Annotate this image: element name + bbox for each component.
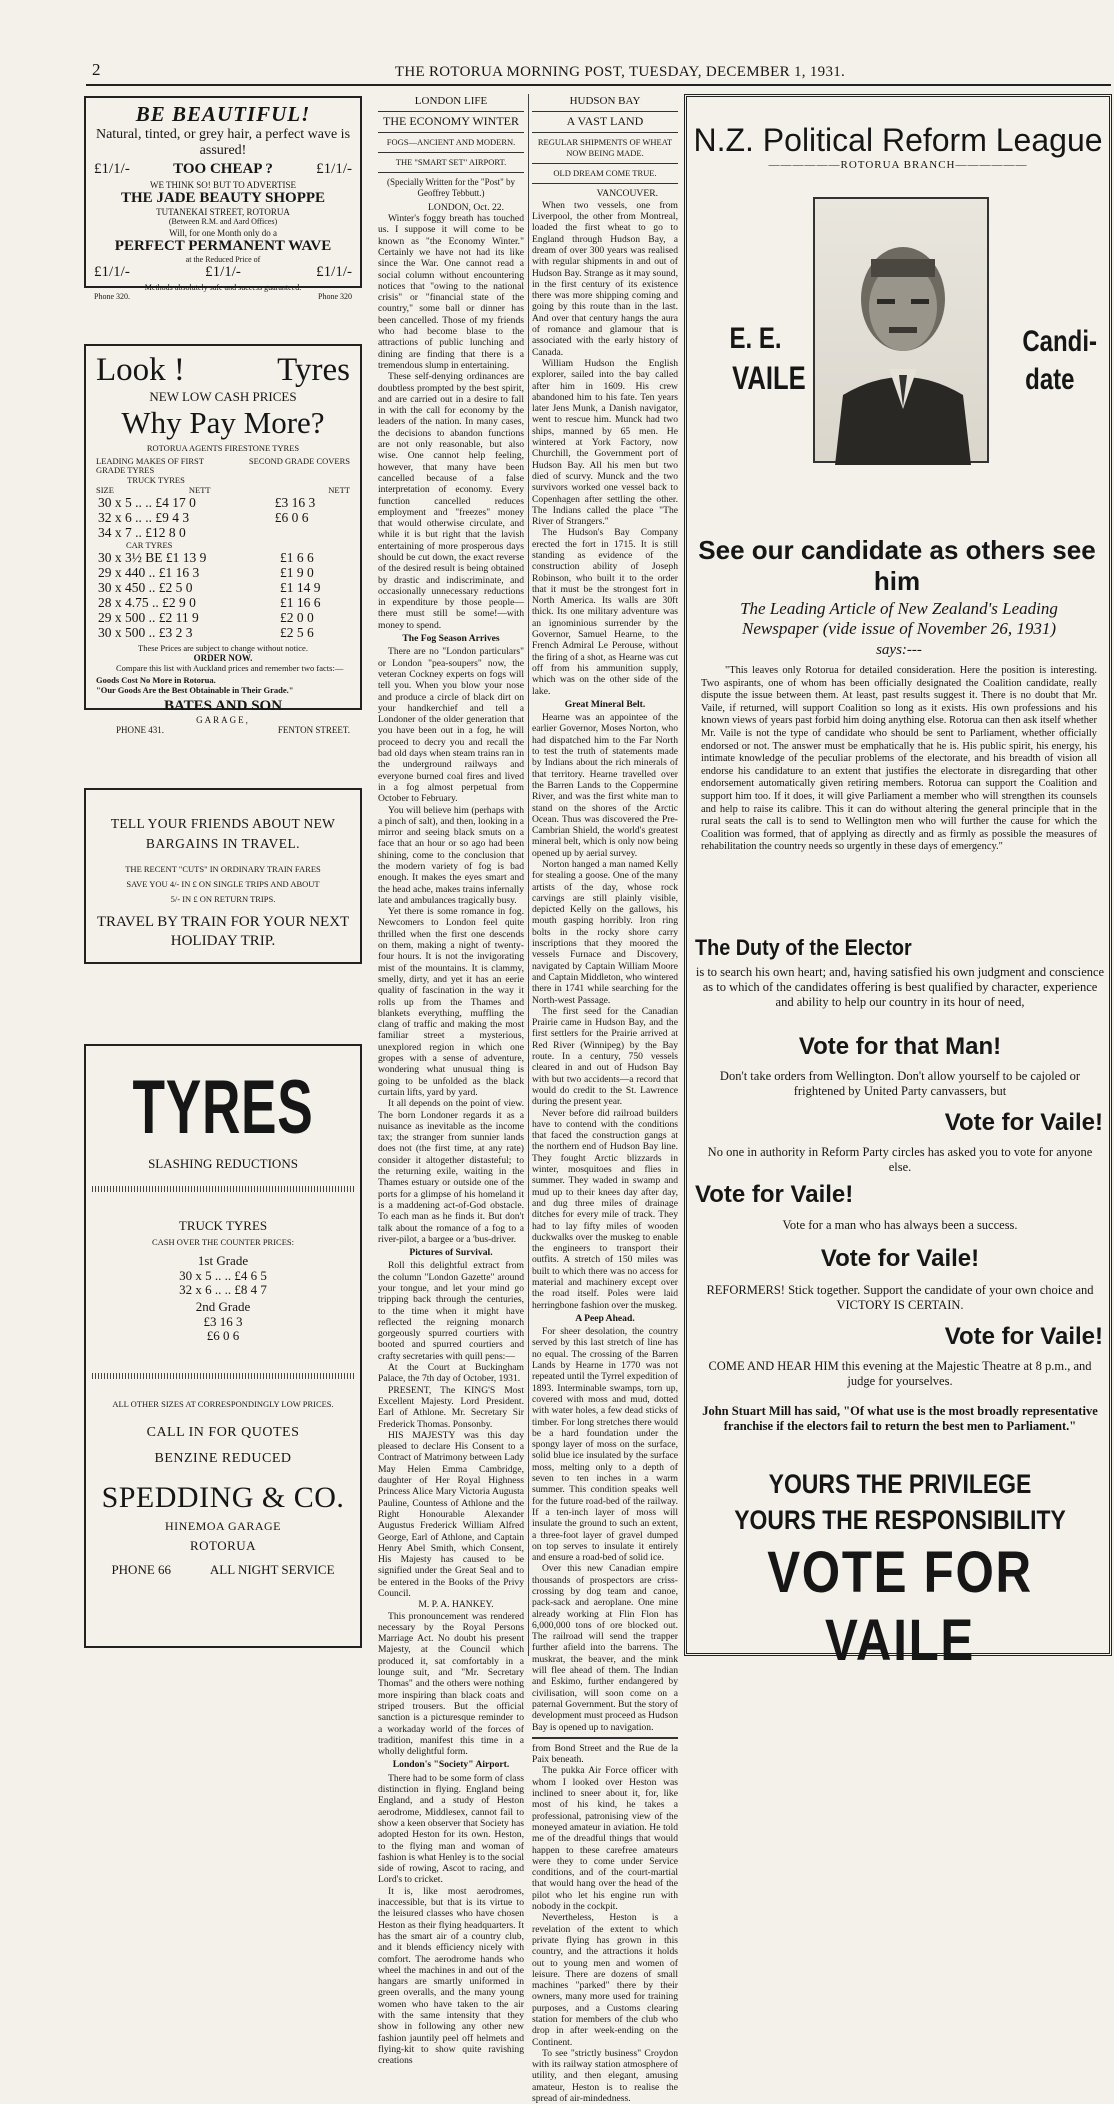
size-label: SIZE (96, 485, 114, 495)
london-para: It is, like most aerodromes, inaccessible, but that is its virtue to the leisured classes who have chosen Heston as their flying headquarters. It has the smart air of a country club, and it blends efficiency nicely with comfort. The aerodrome hands who wheel the machines in and out of the hangars are smartly uniformed in green overalls, and the many young women who have taken to the air with the same intensity that they show in following any other new fashion jauntily peel off helmets and flying-kit to show quite ravishing creations (378, 1885, 524, 2067)
london-para: PRESENT, The KING'S Most Excellent Majesty. Lord President. Earl of Athlone. Mr. Secretary Sir Frederick Thomas. Ponsonby. (378, 1384, 524, 1430)
car-second: £1 16 6 (279, 595, 321, 610)
hudson-para: Norton hanged a man named Kelly for stealing a goose. One of the many artists of the day, whose rock carvings are still plainly visible, depicted Kelly on the gallows, his mouth gasping horribly. Iron ring bolts in the rocky shore carry inscriptions that they moored the vessels Furnace and Discovery, navigated by Captain William Moore and Captain Middleton, who wintered there in 1741 while searching for the North-west Passage. (532, 859, 678, 1006)
london-continued-para: Nevertheless, Heston is a revelation of the extent to which private flying has grown in this country, and the attractions it holds out to young men and women of leisure. There are dozens of small machines "parked" there by their owners, many more used for training purposes, and a Customs clearing station for members of the club who drop in after week-ending on the Continent. (532, 1912, 678, 2048)
night-service: ALL NIGHT SERVICE (209, 1562, 335, 1577)
portrait-image (815, 199, 991, 465)
duty-heading: The Duty of the Elector (695, 935, 912, 960)
london-para: It all depends on the point of view. The born Londoner regards it as a nuisance as inevitable as the income tax; the stranger from sunnier lands does not (the first time, at any rate) consider it altogether distasteful; to the returning exile, waiting in the Thames estuary or outside one of the ports for a glimpse of his homeland it is a maddening act-of-God obstacle. To each man as he finds it. But don't talk about the romance of a fog to a river-pilot, a bargee or a 'bus-driver. (378, 1098, 524, 1245)
hudson-deck2: OLD DREAM COME TRUE. (553, 168, 657, 179)
ad-travel (84, 788, 362, 964)
price-b: £1/1/- (205, 264, 241, 280)
truck-first: 30 x 5 .. .. £4 17 0 (98, 495, 196, 510)
london-headline: THE ECONOMY WINTER (383, 114, 519, 129)
truck-first: 32 x 6 .. .. £9 4 3 (98, 510, 190, 525)
car-first: 29 x 440 .. £1 16 3 (98, 565, 200, 580)
hudson-kicker: HUDSON BAY (569, 95, 641, 107)
divider (378, 111, 524, 112)
divider (532, 183, 678, 184)
call-quotes: CALL IN FOR QUOTES (146, 1425, 300, 1440)
says: says:--- (876, 642, 922, 658)
london-continued-para: The pukka Air Force officer with whom I looked over Heston was inclined to sneer about it, for, like most of his kind, he takes a professional, patronising view of the moneyed amateur in aviation. He told me of the dreadful things that would happen to these carefree amateurs were they to come under Service conditions, and of the court-martial that would hang over the head of the pilot who let his engine run with nobody in the cockpit. (532, 1765, 678, 1913)
bates-street: FENTON STREET. (277, 725, 350, 735)
table-row (96, 510, 350, 525)
car-first: 30 x 500 .. £3 2 3 (98, 625, 193, 640)
success-text: Vote for a man who has always been a success. (782, 1218, 1018, 1232)
ad-beauty-phones (94, 292, 352, 301)
divider (378, 132, 524, 133)
first-grade-row: 32 x 6 .. .. £8 4 7 (179, 1282, 267, 1297)
duty-text: is to search his own heart; and, having satisfied his own judgment and conscience as to which of the candidates offering is best qualified by character, experience and ability to help our country in its hour of need, (695, 965, 1105, 1009)
why-pay-more: Why Pay More? (121, 405, 325, 440)
vote-for-vaile-2: Vote for Vaile! (695, 1181, 854, 1208)
divider (532, 111, 678, 112)
look-word: Look ! (96, 352, 185, 388)
come-hear-him: COME AND HEAR HIM this evening at the Majestic Theatre at 8 p.m., and judge for yourselves. (708, 1359, 1092, 1388)
table-row (96, 610, 350, 625)
hudson-para: The first seed for the Canadian Prairie came in Hudson Bay, and the first settlers for the Prairie arrived at Red River (Winnipeg) by the Bay route. In a century, 750 vessels cleared in and out of Hudson Bay with but two accidents—a record that would do credit to the St. Lawrence during the present year. (532, 1005, 678, 1108)
divider (378, 152, 524, 153)
london-sub-fog: The Fog Season Arrives (402, 633, 500, 645)
rotorua: ROTORUA (189, 1538, 257, 1553)
london-deck2: THE "SMART SET" AIRPORT. (395, 156, 507, 167)
candidate-label-1: Candi- (1022, 325, 1097, 358)
ad-beauty-offer: Will, for one Month only do a (169, 228, 277, 238)
portrait (813, 197, 989, 463)
car-price-table (96, 550, 350, 640)
vote-that-man: Vote for that Man! (798, 1033, 1002, 1060)
hudson-para: The Hudson's Bay Company erected the fort in 1715. It is still standing as evidence of the construction ability of Joseph Robinson, who built it to the order that it must be the strongest fort in North America. Its walls are 30ft thick. Its one military adventure was an ignominious surrender by the Governor, Samuel Hearne, to the French Admiral Le Perouse, without the firing of a shot, as Hearne was cut off from his ammunition supply, which was on the other side of the lake. (532, 527, 678, 697)
travel-line6: TRAVEL BY TRAIN FOR YOUR NEXT (96, 914, 350, 930)
order-now: ORDER NOW. (193, 653, 253, 663)
article-london-life (378, 94, 524, 2067)
car-second: £1 14 9 (279, 580, 321, 595)
hudson-para: Over this new Canadian empire thousands of prospectors are criss-crossing by dog team and canoe, pack-sack and aeroplane. One mine already working at Flin Flon has 6,000,000 tons of ore blocked out. The railroad will send the trapper further afield into the barrens. The muskrat, the beaver, and the mink will flee ahead of them. The Indian and Eskimo, further endangered by civilisation, will soon come on a paternal Government. But the story of development must proceed as Hudson Bay is opened up to navigation. (532, 1563, 679, 1733)
column-rule (528, 94, 529, 1656)
divider (92, 1373, 354, 1379)
second-grade-row: £3 16 3 (203, 1314, 243, 1329)
phone-right: Phone 320 (318, 292, 352, 301)
ad-beauty-street: TUTANEKAI STREET, ROTORUA (156, 207, 290, 217)
car-first: 30 x 3½ BE £1 13 9 (98, 550, 207, 565)
candidate-initials: E. E. (729, 322, 782, 355)
ad-beauty-advertise: WE THINK SO! BUT TO ADVERTISE (149, 180, 297, 190)
hinemoa-garage: HINEMOA GARAGE (165, 1519, 281, 1533)
phone-left: Phone 320. (94, 292, 130, 301)
car-tyres-head: CAR TYRES (126, 540, 173, 550)
truck-second (273, 525, 350, 540)
travel-line2: BARGAINS IN TRAVEL. (145, 836, 301, 851)
dont-take-orders: Don't take orders from Wellington. Don't allow yourself to be cajoled or frightened by United Party canvassers, but (719, 1069, 1081, 1098)
ad-tyres-spedding (84, 1044, 362, 1648)
table-row (96, 625, 350, 640)
prices-subject: These Prices are subject to change without notice. (138, 643, 308, 653)
divider (378, 172, 524, 173)
ad-beauty-wave: PERFECT PERMANENT WAVE (114, 238, 332, 254)
hudson-headline: A VAST LAND (566, 114, 644, 129)
bates-and-son: BATES AND SON (163, 698, 283, 714)
compare-text: Compare this list with Auckland prices and remember two facts:— (116, 663, 344, 673)
divider (532, 163, 678, 164)
look-tyres-row (96, 352, 350, 389)
london-deck1: FOGS—ANCIENT AND MODERN. (386, 136, 516, 147)
mill-quote: John Stuart Mill has said, "Of what use is the most broadly representative franchise if the electors fail to return the best men to Parliament." (702, 1404, 1098, 1433)
london-kicker: LONDON LIFE (414, 95, 488, 107)
header-rule (86, 84, 1111, 86)
table-row (96, 495, 350, 510)
ad-beauty-reduced: at the Reduced Price of (185, 255, 261, 264)
london-para: Winter's foggy breath has touched us. I suppose it will come to be known as "the Economy Winter." Certainly we have not had its like since the War. One cannot read a social column without encountering notices that "owing to the national crisis" or "financial state of the country," some ball or dinner has been cancelled. Those of my friends who had become blase to the attractions of public lunching and dining are finding that there is a tremendous slump in entertaining. (378, 213, 524, 371)
car-second: £2 0 0 (279, 610, 314, 625)
truck-tyres-head: TRUCK TYRES (127, 475, 185, 485)
spedding-phone: PHONE 66 (111, 1562, 172, 1577)
ad-beauty-title: BE BEAUTIFUL! (135, 102, 311, 126)
london-para: Roll this delightful extract from the column "London Gazette" around your tongue, and let your mind go tripping back through the centuries, to the time when it might have reflected the reigning monarch gorgeously spurred courtiers with booted and spurred courtiers and crafty secretaries with quill pens:— (378, 1260, 524, 1362)
candidate-name: VAILE (732, 360, 806, 396)
divider (532, 132, 678, 133)
tyre-col-heads (96, 457, 350, 475)
second-grade: 2nd Grade (195, 1299, 251, 1314)
hudson-dateline: VANCOUVER. (596, 188, 658, 200)
london-continued-para: from Bond Street and the Rue de la Paix beneath. (532, 1742, 678, 1766)
london-para: At the Court at Buckingham Palace, the 7th day of October, 1931. (378, 1362, 524, 1385)
ad-beauty-prices (94, 264, 352, 281)
travel-line4: SAVE YOU 4/- IN £ ON SINGLE TRIPS AND ABOUT (126, 879, 320, 889)
london-para: You will believe him (perhaps with a pinch of salt), and then, looking in a mirror and seeing black smuts on a face that an hour or so ago had been shining, come to the conclusion that the modern variety of fog is bad enough. It makes the eyes smart and the head ache, makes trains infernally late and ambulances tragically busy. (378, 804, 524, 906)
reformers-text: REFORMERS! Stick together. Support the candidate of your own choice and VICTORY IS CERTAIN. (706, 1283, 1094, 1312)
ad-beauty-between: (Between R.M. and Aard Offices) (168, 217, 278, 226)
second-grade-row: £6 0 6 (206, 1328, 240, 1343)
table-row (96, 595, 350, 610)
see-our-candidate: See our candidate as others see him (698, 535, 1096, 596)
table-row (96, 580, 350, 595)
table-row (96, 525, 350, 540)
nett-label-2: NETT (328, 485, 350, 495)
hudson-sub-peep: A Peep Ahead. (575, 1312, 635, 1324)
london-para: This pronouncement was rendered necessary by the Royal Persons Marriage Act. No doubt his present Majesty, at the Council which produced it, sat comfortably in a lounge suit, and "Mr. Secretary Thomas" and the others were nothing more inspiring than black coats and striped trousers. But the official sanction is a picturesque reminder to a workaday world of the forces of tradition, manifest this time in a wholly delightful form. (378, 1610, 524, 1758)
article-hudson-bay (532, 94, 679, 2104)
tyres-big-title: TYRES (132, 1065, 314, 1150)
price-a: £1/1/- (94, 264, 130, 280)
car-second: £1 9 0 (279, 565, 314, 580)
divider (532, 1737, 678, 1739)
hudson-para: When two vessels, one from Liverpool, the other from Montreal, loaded the first wheat to go to England through Hudson Bay, a dream of over 300 years was realised with regular shipments in and out of Hudson Bay. Strange as it may sound, in the first century of its existence there was more shipping coming and going by this route than in the last. And over that century hangs the aura of romance and glamour that is associated with the early history of Canada. (532, 199, 678, 358)
ad-beauty-price-row (94, 161, 352, 178)
bates-contact (96, 725, 350, 735)
truck-price-table (96, 495, 350, 540)
london-para: There are no "London particulars" or London "pea-soupers" now, the veteran Cockney experts on fogs will tell you. When you blow your nose and produce a circle of black dirt on your handkerchief and tell a Londoner of the older generation that you have been out in a fog, he will proceed to decry you and recall the bad old days when steam trains ran in the underground railways and everyone burned coal fires and lived in a fog almost perpetual from October to February. (378, 646, 524, 805)
ad-beauty-shop: THE JADE BEAUTY SHOPPE (120, 190, 326, 206)
new-low-prices: NEW LOW CASH PRICES (149, 389, 297, 404)
first-grade-row: 30 x 5 .. .. £4 6 5 (179, 1268, 267, 1283)
truck-second: £6 0 6 (274, 510, 309, 525)
travel-line3: THE RECENT "CUTS" IN ORDINARY TRAIN FARES (125, 864, 321, 874)
truck-first: 34 x 7 .. £12 8 0 (98, 525, 186, 540)
london-para: HIS MAJESTY was this day pleased to declare His Consent to a Contract of Matrimony between Lady May Helen Emma Cambridge, daughter of Her Royal Highness Princess Alice Mary Victoria Augusta Pauline, Countess of Athlone and the Right Honourable Alexander Augustus Frederick William Alfred George, Earl of Athlone, and Captain Henry Abel Smith, which Consent, His Majesty has caused to be signified under the Great Seal and to be entered in the Books of the Privy Council. (378, 1429, 524, 1599)
fact-1: Goods Cost No More in Rotorua. (96, 675, 216, 685)
page-number: 2 (92, 60, 101, 79)
ad-beauty-line1: Natural, tinted, or grey hair, a perfect wave is assured! (95, 127, 351, 158)
car-second: £1 6 6 (279, 550, 314, 565)
car-first: 29 x 500 .. £2 11 9 (98, 610, 199, 625)
fact-2: "Our Goods Are the Best Obtainable in Their Grade." (96, 685, 294, 695)
travel-line7: HOLIDAY TRIP. (170, 933, 276, 949)
vote-for-vaile-3: Vote for Vaile! (820, 1245, 980, 1272)
nett-label: NETT (188, 485, 211, 495)
hudson-para: Never before did railroad builders have to contend with the conditions that faced the construction gangs at the northern end of Hudson Bay line. They fought Arctic blizzards in winter, mosquitoes and flies in summer. They waded in swamp and mud up to their knees day after day, and dug three miles of drainage ditches for every mile of track. They had to lay fifty miles of wooden duckwalks over the muskeg to enable the engineers to transport their outfits. A stretch of 150 miles was built to which there was no access for material and machinery except over the road itself. Poles were laid herringbone fashion over the muskeg. (532, 1107, 678, 1311)
ad-reform-league (684, 94, 1112, 1673)
hudson-para: Hearne was an appointee of the earlier Governor, Moses Norton, who had dispatched him to the Far North to test the truth of statements made by Indians about the rich minerals of that territory. Hearne travelled over the Barren Lands to the Coppermine River, and was the first white man to stand on the shores of the Arctic Ocean. Thus was discovered the Pre-Cambrian Shield, the world's greatest mineral belt, which is only now being opened up by aerial survey. (532, 712, 678, 859)
car-second: £2 5 6 (279, 625, 314, 640)
reform-branch: ——————ROTORUA BRANCH—————— (768, 159, 1028, 171)
london-continued-para: To see "strictly business" Croydon with its railway station atmosphere of utility, and then elegant, amusing amateur, Heston is to realise the spread of air-mindedness. (532, 2047, 678, 2104)
travel-line5: 5/- IN £ ON RETURN TRIPS. (170, 894, 276, 904)
spedding-contact (92, 1562, 354, 1578)
article-quote: "This leaves only Rotorua for detailed consideration. Here the position is interesting. Two aspirants, one of whom has been officially designated the Coalition candidate, really dispute the issue between them. At least, past results suggest it. There is no doubt that Mr. Vaile, if returned, will support Coalition so long as it exists. His own professions and his known views of years past forbid him doing anything else. Rotorua can then ask itself whether Mr. Vaile is not the type of candidate who should be sent to Parliament, whether officially endorsed or not. The answer must be emphatically that he is. His public spirit, his energy, his intimate knowledge of the peculiar problems of the electorate, and his breadth of vision all endorse his candidature to an extent that justifies the electorate in disregarding that other endorsement automatically given retiring members. Rotorua can support the Coalition and support him too. If it does, it will give Parliament a member who will strengthen its counsels and help to raise its calibre. This it can do without altering the general principle that in the rural seats the call is to send to Wellington men who will further the cause for which the Coalition was formed, that of applying as directly and as firmly as possible the measures of rehabilitation the country needs so urgently in these days of emergency." (701, 665, 1097, 853)
yours-privilege: YOURS THE PRIVILEGE (768, 1469, 1032, 1499)
yours-responsibility: YOURS THE RESPONSIBILITY (734, 1505, 1066, 1535)
london-sub-pictures: Pictures of Survival. (409, 1247, 493, 1259)
hudson-sub-mineral: Great Mineral Belt. (564, 698, 646, 710)
price-right: £1/1/- (316, 161, 352, 177)
masthead: THE ROTORUA MORNING POST, TUESDAY, DECEMBER 1, 1931. (394, 64, 846, 80)
divider (92, 1186, 354, 1192)
travel-line1: TELL YOUR FRIENDS ABOUT NEW (110, 816, 336, 831)
second-grade-head: SECOND GRADE COVERS (248, 456, 350, 466)
vote-for-vaile-final: VOTE FOR VAILE (767, 1540, 1033, 1673)
candidate-label-2: date (1025, 363, 1075, 396)
too-cheap: TOO CHEAP ? (173, 161, 273, 177)
ad-beauty-methods: Methods absolutely safe and success guaranteed. (144, 283, 302, 292)
other-sizes: ALL OTHER SIZES AT CORRESPONDINGLY LOW PRICES. (112, 1399, 334, 1409)
car-first: 28 x 4.75 .. £2 9 0 (98, 595, 196, 610)
london-para: These self-denying ordinances are doubtless prompted by the best spirit, and are carried out in a desire to fall in with the call for economy by the leaders of the nation. In many cases, the decisions to abandon functions are not only reasonable, but also wise. One cannot help feeling, however, that many have been cancelled because of a false interpretation of economy. Every function cancelled reduces employment and "freezes" money that would otherwise circulate, and while it is but right that the lavish entertaining of more prosperous days should be cut down, the exact reverse of the desired result is being obtained by drastic and indiscriminate, and occasionally unnecessary reductions in expenditure by those people—there must still be some!—with money to spend. (378, 371, 524, 631)
benzine-reduced: BENZINE REDUCED (154, 1451, 292, 1466)
truck-tyres: TRUCK TYRES (178, 1218, 268, 1233)
first-grade-head: LEADING MAKES OF FIRST GRADE TYRES (96, 456, 204, 475)
price-left: £1/1/- (94, 161, 130, 177)
price-c: £1/1/- (316, 264, 352, 280)
london-dateline: LONDON, Oct. 22. (428, 201, 504, 213)
truck-second: £3 16 3 (274, 495, 316, 510)
table-row (96, 565, 350, 580)
garage-label: GARAGE, (196, 715, 250, 725)
hudson-para: William Hudson the English explorer, sailed into the bay called after him in 1609. His crew abandoned him to his fate. Ten years later Jens Munk, a Danish navigator, went to rescue him. Munck had two ships, manned by 65 men. He wintered at York Factory, now Churchill, the Government port of Hudson Bay. All his men but two died of scurvy. Munck and the two survivors worked one vessel back to Copenhagen after settling the other. The Indians called the place "The River of Strangers." (532, 357, 678, 528)
vote-for-vaile-1: Vote for Vaile! (944, 1109, 1103, 1136)
vote-for-vaile-4: Vote for Vaile! (944, 1323, 1103, 1350)
reform-title: N.Z. Political Reform League (693, 122, 1103, 158)
car-first: 30 x 450 .. £2 5 0 (98, 580, 193, 595)
tyres-word: Tyres (277, 352, 350, 388)
london-byline: (Specially Written for the "Post" by Geoffrey Tebbutt.) (386, 177, 516, 199)
london-para: There had to be some form of class distinction in flying. England being England, and a study of Heston aerodrome, Middlesex, cannot fail to show a keen observer that Society has adopted Heston for its own. Heston, to the flying man and woman of fashion is what Henley is to the social side of rowing, Ascot to racing, and Lord's to cricket. (378, 1772, 524, 1886)
agents: ROTORUA AGENTS FIRESTONE TYRES (146, 443, 300, 453)
size-nett-row (96, 485, 350, 495)
reform-branch-label: ROTORUA BRANCH (840, 159, 956, 171)
leading-article: The Leading Article of New Zealand's Leading Newspaper (vide issue of November 26, 1931) (740, 599, 1058, 638)
ad-tyres-bates (84, 344, 362, 735)
no-one-text: No one in authority in Reform Party circles has asked you to vote for anyone else. (707, 1145, 1093, 1174)
hudson-deck1: REGULAR SHIPMENTS OF WHEAT NOW BEING MADE. (537, 136, 673, 158)
spedding-co: SPEDDING & CO. (101, 1481, 345, 1514)
london-sub-airport: London's "Society" Airport. (392, 1759, 510, 1771)
london-para: Yet there is some romance in fog. Newcomers to London feel quite thrilled when the first one descends on them, making a night of twenty-four hours. It is not the invigorating mist of the mountains. It is clammy, smelly, dirty, and yet it has an eerie quality of fascination in the way it rolls up from the Thames and blankets everything, muffling the clang of traffic and making the most familiar street a mysterious, unexplored region in which one gropes with a sense of adventure, wondering what unusual thing is going to be unfolded as the black curtain lifts, yard by yard. (378, 906, 524, 1098)
hudson-para: For sheer desolation, the country served by this last stretch of line has no equal. The crossing of the Barren Lands by Hearne in 1770 was not repeated until the Tyrrel expedition of 1893. Interminable swamps, torn up, covered with moss and mud, dotted with water holes, a few dead sticks of timber. For long stretches there would be a hard foundation under the spongy layer of moss on the surface, solid blue ice insulated by the surface moss, melting only to a depth of seven to ten inches in a warm summer. This condition speaks well for the future road-bed of the railway. If a ten-inch layer of moss will insulate the ground to such an extent, a three-foot layer of gravel dumped on top serves to insulate it entirely and ensure a road-bed of solid ice. (532, 1326, 679, 1564)
ad-beauty (84, 96, 362, 301)
bates-phone: PHONE 431. (116, 725, 165, 735)
london-para: M. P. A. HANKEY. (418, 1599, 494, 1611)
first-grade: 1st Grade (197, 1253, 249, 1268)
cash-prices: CASH OVER THE COUNTER PRICES: (152, 1237, 294, 1247)
slashing-reductions: SLASHING REDUCTIONS (148, 1156, 298, 1171)
table-row (96, 550, 350, 565)
